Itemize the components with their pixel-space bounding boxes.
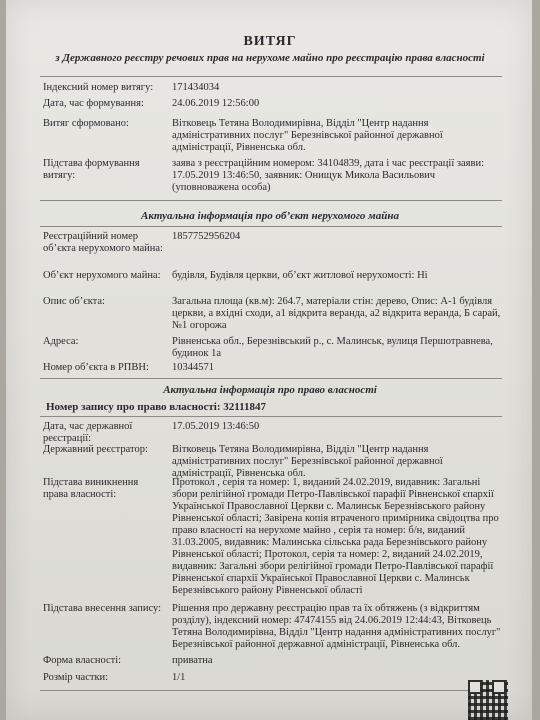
field-value: 10344571: [172, 362, 214, 373]
field-value: Рішення про державну реєстрацію прав та їх обтяжень (з відкриттям розділу), індексний номер: 47474155 від 24.06.2019 12:44:43, Вітковець Тетяна Володимирівна, Відділ "Центр надання адміністративних послуг" Березнівської районної державної адміністрації, Рівненська обл.: [172, 603, 501, 650]
field-label: Номер об’єкта в РПВН:: [43, 362, 149, 373]
field-value: 24.06.2019 12:56:00: [172, 98, 260, 109]
field-value: Загальна площа (кв.м): 264.7, матеріали стін: дерево, Опис: А-1 будівля церкви, а вхідні сходи, а1 відкрита веранда, а2 відкрита веранда, Б сарай, №1 огорожа: [172, 296, 501, 331]
field-label: Підстава виникнення права власності:: [43, 477, 139, 500]
field-label: Підстава внесення запису:: [43, 603, 162, 614]
field-label: Дата, час державної реєстрації:: [43, 421, 133, 444]
divider: [40, 76, 502, 77]
field-label: Підстава формування витягу:: [43, 158, 140, 181]
section-heading-object: Актуальна інформація про об’єкт нерухомого майна: [141, 210, 399, 222]
field-value: 171434034: [172, 82, 220, 93]
field-label: Державний реєстратор:: [43, 444, 148, 455]
field-value: заява з реєстраційним номером: 34104839, дата і час реєстрації заяви: 17.05.2019 13:46:50, заявник: Онищук Микола Васильович (уповноважена особа): [172, 158, 485, 193]
ownership-record-number: Номер запису про право власності: 32111847: [46, 401, 267, 413]
field-value: 1857752956204: [172, 231, 241, 242]
section-heading-ownership: Актуальна інформація про право власності: [163, 384, 377, 396]
field-label: Об’єкт нерухомого майна:: [43, 270, 161, 281]
field-value: Протокол , серія та номер: 1, виданий 24.02.2019, видавник: Загальні збори релігійної громади Петро-Павлівської парафії Рівненської єпархії Української Православної Церкви с. Малинськ Березнівського району Рівненської області; Завірена копія втраченого примірника свідоцтва про право власності на нерухоме майно , серія та номер: б/н, виданий 31.03.2005, видавник: Малинська сільська рада Березнівського району Рівненської області; Протокол, серія та номер: 2, виданий 24.02.2019, видавник: Загальні збори релігійної громади Петро-Павлівської парафії Рівненської єпархії Української Православної Церкви с. Малинськ Березнівського району Рівненської області: [172, 477, 499, 596]
divider: [40, 226, 502, 227]
field-label: Індексний номер витягу:: [43, 82, 154, 93]
field-label: Адреса:: [43, 336, 79, 347]
field-label: Форма власності:: [43, 655, 122, 666]
divider: [40, 200, 502, 201]
divider: [40, 378, 502, 379]
field-label: Дата, час формування:: [43, 98, 144, 109]
field-value: 1/1: [172, 672, 186, 683]
field-label: Витяг сформовано:: [43, 118, 129, 129]
field-value: 17.05.2019 13:46:50: [172, 421, 260, 432]
field-value: Рівненська обл., Березнівський р., с. Малинськ, вулиця Першотравнева, будинок 1а: [172, 336, 493, 359]
document-subtitle: з Державного реєстру речових прав на нерухоме майно про реєстрацію права власності: [55, 52, 485, 64]
divider: [40, 416, 502, 417]
field-value: Вітковець Тетяна Володимирівна, Відділ "Центр надання адміністративних послуг" Березнівської районної державної адміністрації, Рівненська обл.: [172, 444, 443, 479]
field-value: Вітковець Тетяна Володимирівна, Відділ "Центр надання адміністративних послуг" Березнівської районної державної адміністрації, Рівненська обл.: [172, 118, 443, 153]
field-label: Опис об’єкта:: [43, 296, 105, 307]
qr-finder-mark: [468, 680, 482, 694]
field-label: Розмір частки:: [43, 672, 109, 683]
field-value: будівля, Будівля церкви, об’єкт житлової нерухомості: Ні: [172, 270, 428, 281]
divider: [40, 690, 502, 691]
field-value: приватна: [172, 655, 213, 666]
document-title: ВИТЯГ: [243, 34, 297, 49]
qr-finder-mark: [492, 680, 506, 694]
qr-code: [468, 680, 508, 720]
field-label: Реєстраційний номер об’єкта нерухомого майна:: [43, 231, 163, 254]
